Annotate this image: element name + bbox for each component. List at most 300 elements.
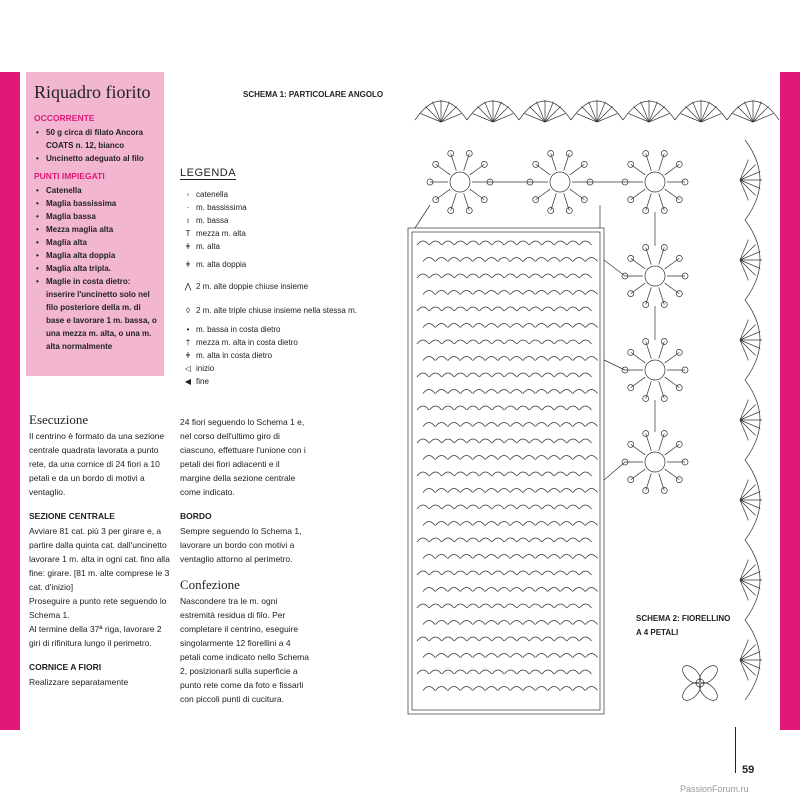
mesh-arc xyxy=(442,406,454,410)
mesh-arc xyxy=(567,604,579,608)
mesh-arc xyxy=(517,472,529,476)
mesh-arc xyxy=(517,274,529,278)
list-item: • Maglia alta tripla. xyxy=(42,262,158,275)
mesh-arc xyxy=(430,571,442,575)
mesh-arc xyxy=(448,621,460,625)
mesh-arc xyxy=(423,522,435,526)
mesh-arc xyxy=(523,555,535,559)
dc-back-loop-symbol-icon: ǂ xyxy=(185,351,191,360)
fan-stitch xyxy=(753,106,769,122)
mesh-arc xyxy=(523,654,535,658)
mesh-arc xyxy=(417,670,429,674)
fan-stitch xyxy=(740,180,756,196)
mesh-arc xyxy=(542,274,554,278)
mesh-arc xyxy=(511,357,523,361)
mesh-arc xyxy=(486,324,498,328)
mesh-arc xyxy=(548,654,560,658)
mesh-arc xyxy=(480,307,492,311)
mesh-arc xyxy=(555,340,567,344)
mesh-arc xyxy=(423,588,435,592)
mesh-arc xyxy=(473,687,485,691)
fan-stitch xyxy=(740,564,756,580)
mesh-arc xyxy=(517,637,529,641)
mesh-arc xyxy=(436,258,448,262)
mesh-arc xyxy=(430,505,442,509)
cluster-2-treble-symbol-icon: ⋀ xyxy=(184,281,192,291)
mesh-arc xyxy=(448,555,460,559)
mesh-arc xyxy=(536,588,548,592)
mesh-arc xyxy=(417,439,429,443)
mesh-arc xyxy=(567,571,579,575)
list-item: • Catenella xyxy=(42,184,158,197)
mesh-arc xyxy=(536,357,548,361)
chain-symbol-icon: ◦ xyxy=(186,190,190,199)
mesh-arc xyxy=(480,340,492,344)
mesh-arc xyxy=(492,406,504,410)
mesh-arc xyxy=(555,505,567,509)
mesh-arc xyxy=(517,373,529,377)
mesh-arc xyxy=(448,390,460,394)
mesh-arc xyxy=(430,274,442,278)
occorrente-heading: OCCORRENTE xyxy=(34,113,95,123)
mesh-arc xyxy=(505,274,517,278)
legend-label: m. alta in costa dietro xyxy=(196,351,273,360)
mesh-arc xyxy=(536,522,548,526)
bordo-p: Sempre seguendo lo Schema 1, lavorare un bordo con motivi a ventaglio attorno al perimetro. xyxy=(180,526,302,564)
esecuzione-heading: Esecuzione xyxy=(29,412,89,427)
legend-label: mezza m. alta in costa dietro xyxy=(196,338,298,347)
mesh-arc xyxy=(567,538,579,542)
mesh-arc xyxy=(511,687,523,691)
mesh-arc xyxy=(573,555,585,559)
single-crochet-symbol-icon: ı xyxy=(186,216,190,225)
mesh-arc xyxy=(492,571,504,575)
mesh-arc xyxy=(567,472,579,476)
start-arrow-icon: ◁ xyxy=(184,364,192,373)
mesh-arc xyxy=(542,307,554,311)
mesh-arc xyxy=(467,274,479,278)
mesh-arc xyxy=(461,621,473,625)
mesh-arc xyxy=(461,489,473,493)
costa-heading: Maglie in costa dietro: xyxy=(46,277,131,286)
fan-stitch xyxy=(649,106,665,122)
mesh-arc xyxy=(511,654,523,658)
mesh-arc xyxy=(473,654,485,658)
chain-line xyxy=(415,205,430,228)
mesh-arc xyxy=(523,324,535,328)
mesh-arc xyxy=(480,241,492,245)
fan-stitch xyxy=(597,106,613,122)
mesh-arc xyxy=(430,340,442,344)
legend-label: catenella xyxy=(196,190,229,199)
mesh-arc xyxy=(548,423,560,427)
mesh-arc xyxy=(573,522,585,526)
mesh-arc xyxy=(455,505,467,509)
mesh-arc xyxy=(498,522,510,526)
fan-stitch xyxy=(425,106,441,122)
mesh-arc xyxy=(586,621,598,625)
mesh-border-outer xyxy=(408,228,604,714)
mesh-arc xyxy=(461,357,473,361)
mesh-arc xyxy=(505,439,517,443)
sezione-p1: Avviare 81 cat. più 3 per girare e, a partire dalla quinta cat. dall'uncinetto lavorare 1 m. alta in ogni cat. fino alla fine: girare. [81 m. alte comprese le 3 cat. d'inizio] xyxy=(29,526,170,592)
mesh-arc xyxy=(530,670,542,674)
mesh-arc xyxy=(567,670,579,674)
mesh-arc xyxy=(567,340,579,344)
hdc-back-loop-symbol-icon: † xyxy=(185,338,191,347)
mesh-arc xyxy=(486,489,498,493)
mesh-arc xyxy=(536,456,548,460)
mesh-arc xyxy=(430,241,442,245)
mesh-arc xyxy=(530,307,542,311)
mesh-arc xyxy=(442,307,454,311)
schema2-title-line1: SCHEMA 2: FIORELLINO xyxy=(636,614,731,623)
mesh-arc xyxy=(523,588,535,592)
mesh-arc xyxy=(436,324,448,328)
legend-label: 2 m. alte doppie chiuse insieme xyxy=(196,281,309,291)
page-number: 59 xyxy=(742,764,755,776)
mesh-arc xyxy=(461,258,473,262)
mesh-arc xyxy=(498,357,510,361)
mesh-arc xyxy=(486,357,498,361)
mesh-arc xyxy=(473,423,485,427)
mesh-arc xyxy=(473,357,485,361)
mesh-arc xyxy=(586,423,598,427)
mesh-arc xyxy=(442,340,454,344)
mesh-arc xyxy=(486,390,498,394)
mesh-arc xyxy=(417,571,429,575)
mesh-arc xyxy=(548,522,560,526)
mesh-arc xyxy=(448,258,460,262)
mesh-arc xyxy=(448,357,460,361)
fan-stitch xyxy=(740,660,756,676)
mesh-arc xyxy=(455,439,467,443)
mesh-arc xyxy=(517,670,529,674)
mesh-arc xyxy=(423,654,435,658)
mesh-border xyxy=(412,232,600,710)
mesh-arc xyxy=(492,538,504,542)
mesh-arc xyxy=(548,291,560,295)
fan-stitch xyxy=(493,106,509,122)
fan-stitch xyxy=(740,580,756,596)
mesh-arc xyxy=(486,687,498,691)
mesh-arc xyxy=(467,670,479,674)
four-petal-flower-petal xyxy=(696,679,720,703)
list-item: • Maglia alta doppia xyxy=(42,249,158,262)
mesh-arc xyxy=(542,241,554,245)
mesh-arc xyxy=(523,357,535,361)
mesh-arc xyxy=(561,588,573,592)
mesh-arc xyxy=(455,274,467,278)
mesh-arc xyxy=(573,357,585,361)
mesh-arc xyxy=(536,291,548,295)
mesh-arc xyxy=(530,439,542,443)
mesh-arc xyxy=(486,423,498,427)
mesh-arc xyxy=(480,472,492,476)
mesh-arc xyxy=(480,274,492,278)
four-petal-flower-petal xyxy=(679,662,703,686)
mesh-arc xyxy=(536,555,548,559)
mesh-arc xyxy=(455,538,467,542)
mesh-arc xyxy=(530,538,542,542)
mesh-arc xyxy=(467,241,479,245)
mesh-arc xyxy=(498,588,510,592)
mesh-arc xyxy=(580,274,592,278)
mesh-arc xyxy=(442,637,454,641)
sezione-p2: Proseguire a punto rete seguendo lo Schema 1. xyxy=(29,596,167,620)
list-item: • Mezza maglia alta xyxy=(42,223,158,236)
mesh-arc xyxy=(542,472,554,476)
mesh-arc xyxy=(555,571,567,575)
chain-line xyxy=(604,260,625,276)
mesh-arc xyxy=(555,604,567,608)
mesh-arc xyxy=(498,555,510,559)
mesh-arc xyxy=(486,258,498,262)
mesh-arc xyxy=(430,538,442,542)
mesh-arc xyxy=(417,505,429,509)
mesh-arc xyxy=(511,423,523,427)
mesh-arc xyxy=(573,687,585,691)
mesh-arc xyxy=(480,538,492,542)
mesh-arc xyxy=(586,456,598,460)
mesh-arc xyxy=(523,390,535,394)
mesh-arc xyxy=(455,571,467,575)
mesh-arc xyxy=(492,670,504,674)
flower-center xyxy=(645,172,665,192)
mesh-arc xyxy=(530,340,542,344)
treble-symbol-icon: ǂ xyxy=(185,259,191,269)
mesh-arc xyxy=(423,489,435,493)
mesh-arc xyxy=(423,621,435,625)
mesh-arc xyxy=(561,324,573,328)
legend-label: 2 m. alte triple chiuse insieme nella stessa m. xyxy=(196,305,357,315)
mesh-arc xyxy=(486,621,498,625)
mesh-arc xyxy=(536,654,548,658)
mesh-arc xyxy=(580,241,592,245)
mesh-arc xyxy=(417,373,429,377)
mesh-arc xyxy=(442,670,454,674)
mesh-arc xyxy=(555,472,567,476)
mesh-arc xyxy=(455,472,467,476)
fan-stitch xyxy=(740,340,756,356)
mesh-arc xyxy=(448,489,460,493)
mesh-arc xyxy=(561,522,573,526)
mesh-arc xyxy=(461,555,473,559)
mesh-arc xyxy=(542,505,554,509)
mesh-arc xyxy=(423,258,435,262)
mesh-arc xyxy=(530,637,542,641)
mesh-arc xyxy=(430,472,442,476)
mesh-arc xyxy=(498,258,510,262)
mesh-arc xyxy=(436,621,448,625)
mesh-arc xyxy=(542,538,554,542)
mesh-arc xyxy=(542,406,554,410)
mesh-arc xyxy=(511,489,523,493)
mesh-arc xyxy=(536,324,548,328)
mesh-arc xyxy=(473,489,485,493)
mesh-arc xyxy=(467,373,479,377)
mesh-arc xyxy=(530,571,542,575)
schema2-title-line2: A 4 PETALI xyxy=(636,628,679,637)
mesh-arc xyxy=(561,654,573,658)
mesh-arc xyxy=(561,291,573,295)
mesh-arc xyxy=(536,489,548,493)
mesh-arc xyxy=(536,687,548,691)
mesh-arc xyxy=(442,274,454,278)
mesh-arc xyxy=(430,670,442,674)
mesh-arc xyxy=(486,555,498,559)
mesh-arc xyxy=(530,406,542,410)
mesh-arc xyxy=(580,505,592,509)
mesh-arc xyxy=(573,654,585,658)
fan-stitch xyxy=(740,484,756,500)
chain-line xyxy=(604,360,625,370)
legend-label: m. bassa xyxy=(196,216,229,225)
mesh-arc xyxy=(523,489,535,493)
confezione-heading: Confezione xyxy=(180,577,240,592)
mesh-arc xyxy=(423,357,435,361)
mesh-arc xyxy=(517,439,529,443)
mesh-arc xyxy=(430,637,442,641)
mesh-arc xyxy=(480,604,492,608)
mesh-arc xyxy=(542,571,554,575)
schema1-title: SCHEMA 1: PARTICOLARE ANGOLO xyxy=(243,90,384,99)
mesh-arc xyxy=(511,522,523,526)
mesh-arc xyxy=(555,373,567,377)
mesh-arc xyxy=(467,637,479,641)
mesh-arc xyxy=(442,571,454,575)
mesh-arc xyxy=(511,291,523,295)
mesh-arc xyxy=(523,258,535,262)
mesh-arc xyxy=(423,423,435,427)
end-arrow-icon: ◀ xyxy=(184,377,192,386)
mesh-arc xyxy=(586,258,598,262)
mesh-arc xyxy=(492,637,504,641)
mesh-arc xyxy=(555,439,567,443)
mesh-arc xyxy=(536,390,548,394)
mesh-arc xyxy=(555,241,567,245)
mesh-arc xyxy=(542,439,554,443)
double-symbol-icon: ǂ xyxy=(185,242,191,251)
mesh-arc xyxy=(505,538,517,542)
mesh-arc xyxy=(542,637,554,641)
fan-stitch xyxy=(740,404,756,420)
mesh-arc xyxy=(586,489,598,493)
mesh-arc xyxy=(417,241,429,245)
mesh-arc xyxy=(586,390,598,394)
mesh-arc xyxy=(492,472,504,476)
mesh-arc xyxy=(573,588,585,592)
mesh-arc xyxy=(461,687,473,691)
mesh-arc xyxy=(573,258,585,262)
mesh-arc xyxy=(455,670,467,674)
mesh-arc xyxy=(473,291,485,295)
mesh-arc xyxy=(430,373,442,377)
mesh-arc xyxy=(492,307,504,311)
mesh-arc xyxy=(473,324,485,328)
mesh-arc xyxy=(486,654,498,658)
mesh-arc xyxy=(436,654,448,658)
mesh-arc xyxy=(555,307,567,311)
sc-back-loop-symbol-icon: • xyxy=(186,325,190,334)
list-item: • Maglia bassa xyxy=(42,210,158,223)
mesh-arc xyxy=(461,423,473,427)
mesh-arc xyxy=(455,307,467,311)
list-item: • Maglia bassissima xyxy=(42,197,158,210)
mesh-arc xyxy=(498,489,510,493)
pattern-title: Riquadro fiorito xyxy=(34,82,151,102)
mesh-arc xyxy=(580,472,592,476)
mesh-arc xyxy=(448,687,460,691)
mesh-arc xyxy=(511,621,523,625)
fan-stitch xyxy=(529,106,545,122)
flower-center xyxy=(645,452,665,472)
flower-center xyxy=(645,266,665,286)
mesh-arc xyxy=(530,274,542,278)
mesh-arc xyxy=(498,324,510,328)
mesh-arc xyxy=(586,588,598,592)
mesh-arc xyxy=(555,637,567,641)
mesh-arc xyxy=(548,258,560,262)
mesh-arc xyxy=(442,439,454,443)
mesh-arc xyxy=(417,406,429,410)
mesh-arc xyxy=(573,621,585,625)
mesh-arc xyxy=(573,291,585,295)
mesh-arc xyxy=(461,654,473,658)
mesh-arc xyxy=(461,291,473,295)
mesh-arc xyxy=(586,324,598,328)
mesh-arc xyxy=(580,670,592,674)
mesh-arc xyxy=(448,456,460,460)
mesh-arc xyxy=(580,406,592,410)
mesh-arc xyxy=(580,637,592,641)
mesh-arc xyxy=(473,588,485,592)
mesh-arc xyxy=(586,522,598,526)
mesh-arc xyxy=(517,505,529,509)
mesh-arc xyxy=(505,373,517,377)
list-item: • 50 g circa di filato Ancora COATS n. 12, bianco xyxy=(42,126,158,152)
mesh-arc xyxy=(536,258,548,262)
mesh-arc xyxy=(480,505,492,509)
mesh-arc xyxy=(580,571,592,575)
mesh-arc xyxy=(511,555,523,559)
mesh-arc xyxy=(467,538,479,542)
mesh-arc xyxy=(480,406,492,410)
mesh-arc xyxy=(523,291,535,295)
mesh-arc xyxy=(448,291,460,295)
fan-stitch xyxy=(581,106,597,122)
mesh-arc xyxy=(536,423,548,427)
mesh-arc xyxy=(467,505,479,509)
schema2-title xyxy=(636,612,730,640)
mesh-arc xyxy=(530,604,542,608)
cornice-p: Realizzare separatamente xyxy=(29,677,129,687)
mesh-arc xyxy=(586,654,598,658)
mesh-arc xyxy=(442,538,454,542)
mesh-arc xyxy=(480,571,492,575)
mesh-arc xyxy=(523,687,535,691)
mesh-arc xyxy=(492,340,504,344)
four-petal-flower-petal xyxy=(679,679,703,703)
mesh-arc xyxy=(548,489,560,493)
mesh-arc xyxy=(548,621,560,625)
page-divider xyxy=(735,727,736,773)
mesh-arc xyxy=(461,456,473,460)
mesh-arc xyxy=(442,505,454,509)
mesh-arc xyxy=(423,324,435,328)
mesh-arc xyxy=(567,505,579,509)
confezione-p: Nascondere tra le m. ogni estremità residua di filo. Per completare il centrino, eseguire singolarmente 12 fiorellini a 4 petali come indicato nello Schema 2, posizionarli sulla superficie a punto rete come da foto e fissarli con piccoli punti di cucitura. xyxy=(180,596,309,704)
